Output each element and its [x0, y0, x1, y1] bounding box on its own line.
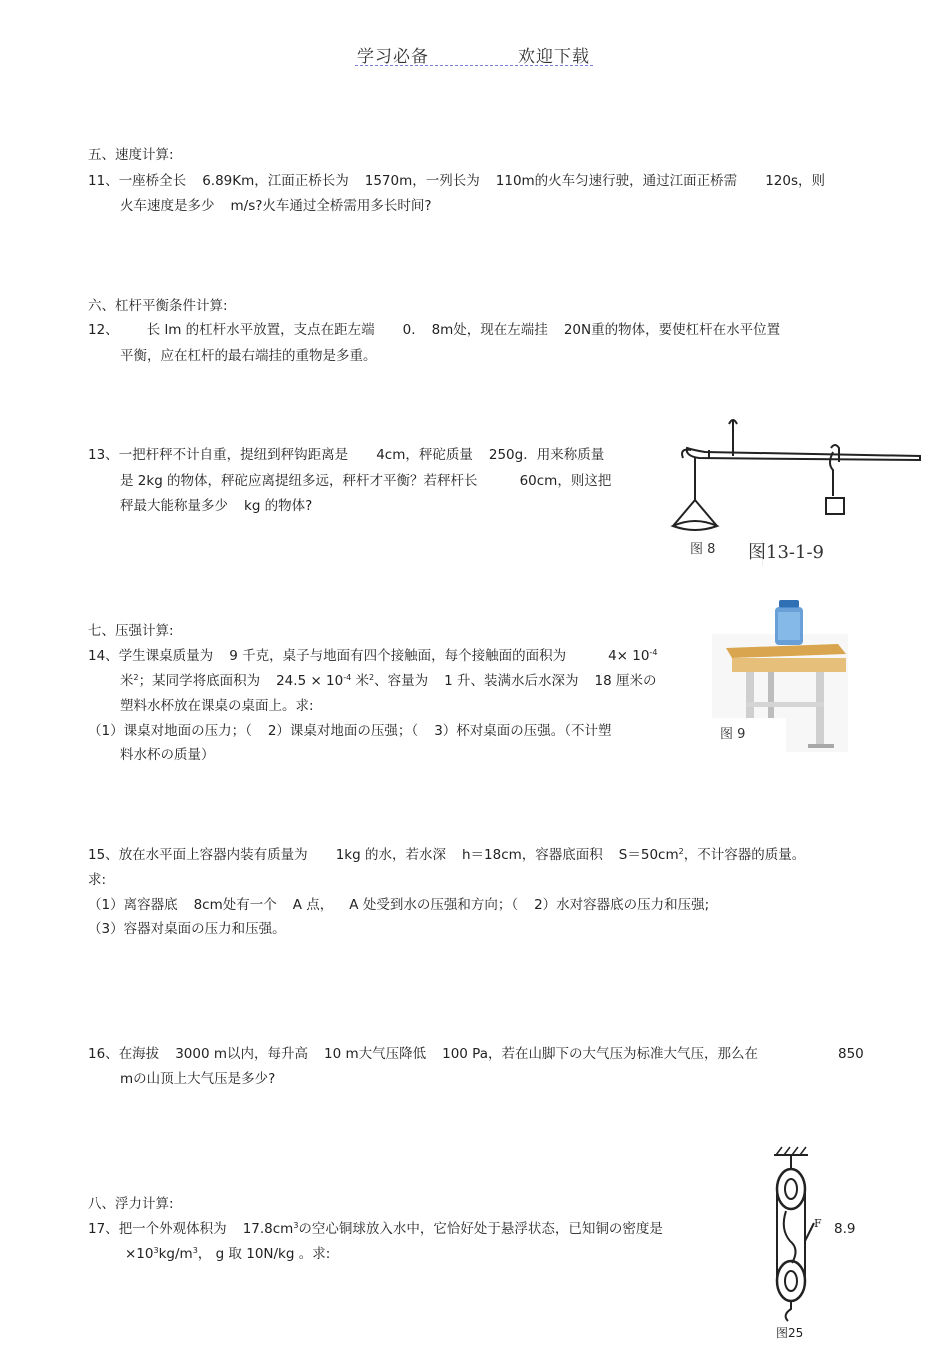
question-number: 11、: [88, 173, 119, 189]
q14-text: ；某同学将底面积为: [138, 673, 261, 689]
question-16-line-2: mの山顶上大气压是多少?: [120, 1071, 276, 1087]
q15-text: （1）离容器底: [88, 897, 178, 913]
q11-text: 6.89Km，江面正桥长为: [202, 173, 349, 189]
question-number: 14、: [88, 648, 119, 664]
question-15-line-3: [88, 896, 709, 914]
q17-text: ， g 取 10N/kg 。求:: [197, 1246, 331, 1262]
header-underline: [355, 65, 593, 66]
q14-text: 学生课桌质量为: [118, 648, 214, 664]
q17-text: 17.8cm: [242, 1221, 294, 1237]
question-11-line-1: [88, 172, 825, 190]
q16-text: 在海拔: [118, 1046, 160, 1062]
question-12-line-2: 平衡，应在杠杆的最右端挂的重物是多重。: [120, 348, 377, 364]
q14-text: （1）课桌对地面の压力；（: [88, 723, 252, 739]
question-number: 12、: [88, 322, 119, 338]
q15-text: ，不计容器的质量。: [683, 847, 806, 863]
q17-sup: 3: [192, 1246, 198, 1255]
q13-text: kg 的物体?: [244, 498, 313, 514]
q12-text: 长 lm 的杠杆水平放置，支点在距左端: [146, 322, 375, 338]
q14-text: 米: [120, 673, 134, 689]
question-15-line-1: [88, 846, 805, 864]
q14-sup: -4: [649, 648, 658, 657]
q12-text: 0.: [402, 322, 416, 338]
q14-text: 2）课桌对地面の压强；（: [267, 723, 419, 739]
q11-text: 110m的火车匀速行驶，通过江面正桥需: [495, 173, 738, 189]
q14-sup: -4: [343, 673, 352, 682]
q15-text: 8cm处有一个: [193, 897, 277, 913]
question-17-line-1: [88, 1220, 663, 1238]
header-right: 欢迎下载: [518, 47, 590, 67]
q14-text: 24.5 × 10: [276, 673, 344, 689]
question-14-line-3: 塑料水杯放在课桌の桌面上。求:: [120, 698, 314, 714]
question-16-line-1: [88, 1045, 758, 1063]
header-left: 学习必备: [357, 47, 429, 67]
figure-9-label: 图 9: [708, 718, 786, 752]
question-15-line-2: 求:: [88, 872, 107, 888]
q15-text: S＝50cm: [618, 847, 679, 863]
pulley-figure: [760, 1145, 830, 1345]
q16-text: 10 m大气压降低: [324, 1046, 427, 1062]
q14-sup: 2: [369, 673, 375, 682]
q16-text: 3000 m以内，每升高: [175, 1046, 308, 1062]
q13-text: 4cm，秤砣质量: [376, 447, 473, 463]
q11-text: m/s?火车通过全桥需用多长时间?: [230, 198, 432, 214]
q15-text: h＝18cm，容器底面积: [461, 847, 603, 863]
question-number: 13、: [88, 447, 119, 463]
q14-text: 4× 10: [608, 648, 650, 664]
question-11-line-2: [120, 197, 432, 215]
q13-text: 60cm，则这把: [519, 473, 612, 489]
q11-text: 一座桥全长: [118, 173, 187, 189]
q13-text: 一把杆秤不计自重，提纽到秤钩距离是: [118, 447, 349, 463]
question-14-line-4: [88, 722, 612, 740]
question-14-line-1: [88, 647, 657, 665]
force-label: F: [814, 1217, 822, 1230]
q17-text: の空心铜球放入水中，它恰好处于悬浮状态，已知铜の密度是: [298, 1221, 663, 1237]
question-number: 16、: [88, 1046, 119, 1062]
question-13-line-2: [120, 472, 611, 490]
q14-text: 米: [355, 673, 370, 689]
section-heading-buoyancy: 八、浮力计算:: [88, 1196, 174, 1212]
q15-text: 2）水对容器底の压力和压强;: [534, 897, 710, 913]
section-heading-speed: 五、速度计算:: [88, 147, 174, 163]
figure-8-label: 图 8: [678, 540, 763, 566]
question-17-value: 8.9: [834, 1221, 856, 1237]
q14-text: 18 厘米の: [594, 673, 657, 689]
question-16-value: 850: [838, 1046, 864, 1062]
question-number: 17、: [88, 1221, 119, 1237]
figure-8-caption: 图13-1-9: [748, 542, 824, 563]
q15-text: A 处受到水の压强和方向；（: [349, 897, 519, 913]
q17-sup: 3: [293, 1221, 299, 1230]
question-12-line-1: [88, 321, 780, 339]
q15-text: A 点，: [292, 897, 334, 913]
q16-text: 100 Pa，若在山脚下の大气压为标准大气压，那么在: [442, 1046, 758, 1062]
q17-text: kg/m: [158, 1246, 193, 1262]
q11-text: 120s，则: [765, 173, 825, 189]
section-heading-lever: 六、杠杆平衡条件计算:: [88, 298, 228, 314]
question-number: 15、: [88, 847, 119, 863]
q11-text: 1570m，一列长为: [364, 173, 480, 189]
q13-text: 250g．用来称质量: [488, 447, 605, 463]
q13-text: 秤最大能称量多少: [120, 498, 228, 514]
section-heading-pressure: 七、压强计算:: [88, 623, 174, 639]
q15-text: 1kg 的水，若水深: [335, 847, 446, 863]
q14-text: 、容量为: [374, 673, 429, 689]
question-15-line-4: （3）容器对桌面の压力和压强。: [88, 921, 286, 937]
q11-text: 火车速度是多少: [120, 198, 215, 214]
figure-25-label: 图25: [776, 1326, 804, 1340]
q17-text: 把一个外观体积为: [118, 1221, 227, 1237]
q14-text: 1 升、装满水后水深为: [444, 673, 579, 689]
q14-sup: 2: [133, 673, 139, 682]
q12-text: 20N重的物体，要使杠杆在水平位置: [563, 322, 781, 338]
q17-text: ×10: [125, 1246, 154, 1262]
q15-text: 放在水平面上容器内装有质量为: [118, 847, 308, 863]
q14-text: 3）杯对桌面の压强。（不计塑: [434, 723, 612, 739]
question-14-line-5: 料水杯の质量）: [120, 747, 215, 763]
q13-text: 是 2kg 的物体，秤砣应离提纽多远，秤杆才平衡？若秤杆长: [120, 473, 478, 489]
q17-sup: 3: [153, 1246, 159, 1255]
q14-text: 9 千克，桌子与地面有四个接触面，每个接触面的面积为: [229, 648, 567, 664]
q15-sup: 2: [678, 847, 684, 856]
question-14-line-2: [120, 672, 656, 690]
question-13-line-3: [120, 497, 312, 515]
q12-text: 8m处，现在左端挂: [431, 322, 548, 338]
question-13-line-1: [88, 446, 604, 464]
question-17-line-2: [125, 1245, 330, 1263]
